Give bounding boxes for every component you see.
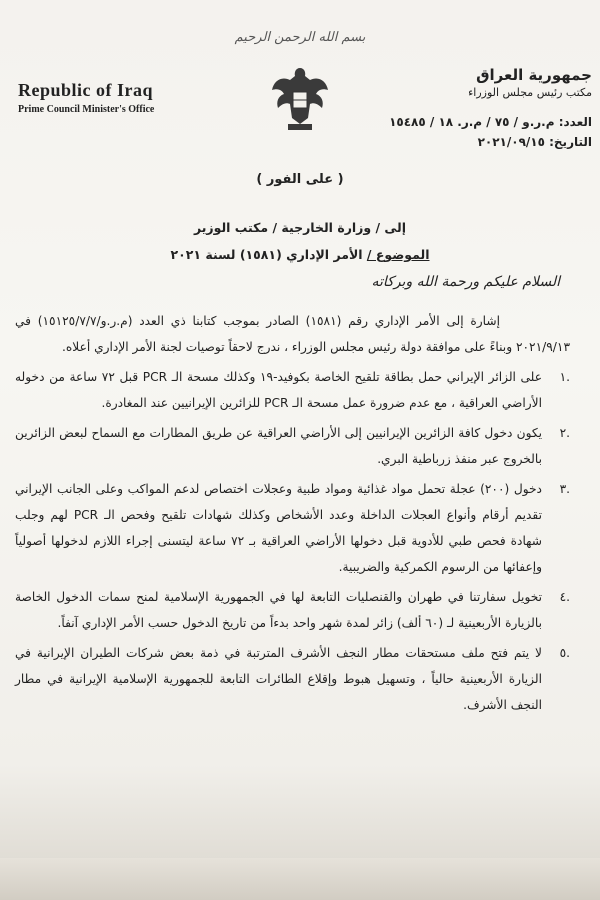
- list-item-text: دخول (٢٠٠) عجلة تحمل مواد غذائية ومواد طبية وعجلات اختصاص لدعم المواكب وعلى الجانب الإيراني تقديم أرقام وأنواع العجلات الداخلة وعدد الأشخاص وكذلك شهادات تلقيح وفحص الـ PCR لهم وجلب شهادة فحص طبي للأدوية قبل دخولها الأراضي العراقية بـ ٧٢ ساعة ليتسنى إجراء اللازم لدخولها أصولياً وإعفائها من الرسوم الكمركية والضريبية.: [15, 482, 542, 574]
- greeting: السلام عليكم ورحمة الله وبركاته: [371, 274, 560, 290]
- urgent-marker: ( على الفور ): [256, 172, 344, 187]
- list-item-text: على الزائر الإيراني حمل بطاقة تلقيح الخاصة بكوفيد-١٩ وكذلك مسحة الـ PCR قبل ٧٢ ساعة من دخوله الأراضي العراقية ، مع عدم ضرورة عمل مسحة الـ PCR للزائرين الإيرانيين عند المغادرة.: [15, 370, 542, 410]
- document-date-label: التاريخ:: [549, 135, 592, 149]
- list-item: [15, 640, 570, 718]
- arabic-subtitle: مكتب رئيس مجلس الوزراء: [468, 86, 592, 99]
- english-title: Republic of Iraq: [18, 80, 154, 100]
- reference-number: [362, 115, 592, 129]
- list-item-number: .١: [559, 370, 570, 384]
- list-item-text: لا يتم فتح ملف مستحقات مطار النجف الأشرف المترتبة في ذمة بعض شركات الطيران الإيرانية في الزيارة الأربعينية حالياً ، وتسهيل هبوط وإقلاع الطائرات التابعة للجمهورية الإسلامية الإيرانية في مطار النجف الأشرف.: [15, 646, 542, 712]
- list-item: [15, 584, 570, 636]
- list-item-text: تخويل سفارتنا في طهران والقنصليات التابعة لها في الجمهورية الإسلامية لمنح سمات الدخول الخاصة بالزيارة الأربعينية لـ (٦٠ ألف) زائر لمدة شهر واحد بدءاً من تاريخ الدخول حسب الأمر الإداري آنفاً.: [15, 590, 542, 630]
- list-item-number: .٢: [559, 426, 570, 440]
- list-item-number: .٤: [559, 590, 570, 604]
- reference-number-value: م.ر.و / ٧٥ / م.ر. ١٨ / ١٥٤٨٥: [389, 115, 555, 129]
- subject-label: الموضوع /: [366, 247, 430, 262]
- document-date-value: ٢٠٢١/٠٩/١٥: [477, 135, 545, 149]
- page-bottom-shadow: [0, 858, 600, 900]
- list-item: [15, 364, 570, 416]
- bismillah-calligraphy: بسم الله الرحمن الرحيم: [234, 30, 366, 45]
- reference-number-label: العدد:: [558, 115, 592, 129]
- iraq-eagle-emblem-icon: [270, 62, 330, 134]
- document-date: [362, 135, 592, 149]
- list-item: [15, 420, 570, 472]
- letter-body: [15, 308, 570, 718]
- list-item: [15, 476, 570, 580]
- list-item-text: يكون دخول كافة الزائرين الإيرانيين إلى الأراضي العراقية عن طريق المطارات مع السماح لبعض الزائرين بالخروج عبر منفذ زرباطية البري.: [15, 426, 542, 466]
- english-subtitle: Prime Council Minister's Office: [18, 104, 155, 115]
- arabic-letterhead: [362, 66, 592, 149]
- list-item-number: .٣: [559, 482, 570, 496]
- subject-text: الأمر الإداري (١٥٨١) لسنة ٢٠٢١: [170, 247, 363, 262]
- intro-paragraph: إشارة إلى الأمر الإداري رقم (١٥٨١) الصادر بموجب كتابنا ذي العدد (م.ر.و/١٥١٢٥/٧/٧) في ٢٠٢١/٩/١٣ وبناءً على موافقة دولة رئيس مجلس الوزراء ، ندرج لاحقاً توصيات لجنة الأمر الإداري أعلاه.: [15, 314, 570, 354]
- subject-line: [0, 247, 600, 262]
- recipient-line: إلى / وزارة الخارجية / مكتب الوزير: [193, 220, 407, 235]
- english-letterhead: [18, 80, 154, 115]
- list-item-number: .٥: [559, 646, 570, 660]
- arabic-title: جمهورية العراق: [476, 66, 592, 84]
